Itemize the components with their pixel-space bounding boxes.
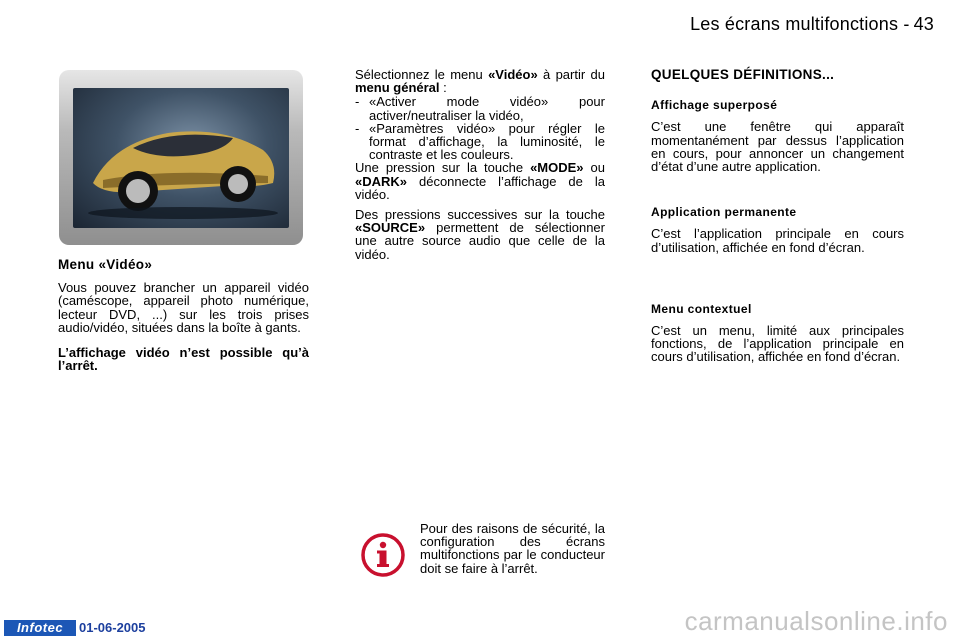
section-title-definitions: QUELQUES DÉFINITIONS... (651, 67, 835, 82)
column-video-menu (58, 258, 309, 379)
intro-text: Sélectionnez le menu (355, 67, 483, 82)
definition-text: C’est un menu, limité aux principales fonctions, de l’application principale en cours d’utilisation, affichée en fond d’écran. (651, 323, 904, 365)
general-menu-label: menu général (355, 80, 440, 96)
column-definitions (651, 68, 904, 371)
intro-suffix: : (439, 80, 447, 96)
source-key-label: «SOURCE» (355, 220, 426, 236)
page-number: 43 (913, 14, 934, 34)
mode-key-label: «MODE» (530, 160, 584, 176)
list-item: - «Activer mode vidéo» pour activer/neutraliser la vidéo, (355, 95, 605, 121)
infotec-logo: Infotec (4, 620, 76, 636)
column-video-instructions (355, 68, 605, 268)
source-suffix-text: permettent de sélectionner une autre source audio que celle de la vidéo. (355, 220, 605, 262)
safety-info-box (358, 522, 608, 592)
concept-car-illustration (73, 88, 289, 228)
mode-suffix-text: déconnecte l’affichage de la vidéo. (355, 173, 605, 202)
info-icon (360, 532, 406, 578)
multifunction-screen-image (59, 70, 303, 245)
paragraph-connect-device: Vous pouvez brancher un appareil vidéo (caméscope, appareil photo numérique, lecteur DVD, ...) sur les trois prises audio/vidéo, situées dans la boîte à gants. (58, 280, 309, 335)
definition-text: C’est une fenêtre qui apparaît momentanément par dessus l’application en cours, pour annoncer un changement d’état d’une autre application. (651, 119, 904, 175)
dark-key-label: «DARK» (355, 173, 408, 189)
header-title: Les écrans multifonctions - (690, 14, 910, 34)
definition-title: Menu contextuel (651, 301, 752, 316)
paragraph-select-menu (355, 68, 605, 94)
definition-text: C’est l’application principale en cours d’utilisation, affichée en fond d’écran. (651, 226, 904, 255)
paragraph-mode-key (355, 161, 605, 201)
intro-mid-text: à partir du (543, 67, 605, 82)
definition-title: Application permanente (651, 205, 797, 220)
list-item: - «Paramètres vidéo» pour régler le format d’affichage, la luminosité, le contraste et les couleurs. (355, 122, 605, 162)
page-header (690, 14, 934, 35)
menu-video-label: «Vidéo» (488, 67, 538, 82)
mode-text: Une pression sur la touche (355, 160, 524, 176)
note-video-stop: L’affichage vidéo n’est possible qu’à l’arrêt. (58, 345, 309, 374)
footer-date: 01-06-2005 (79, 620, 146, 635)
source-text: Des pressions successives sur la touche (355, 207, 605, 223)
section-title-video-menu: Menu «Vidéo» (58, 257, 153, 272)
watermark: carmanualsonline.info (684, 606, 948, 636)
safety-info-text: Pour des raisons de sécurité, la configuration des écrans multifonctions par le conducteur doit se faire à l’arrêt. (420, 521, 605, 576)
paragraph-source-key (355, 208, 605, 261)
definition-title: Affichage superposé (651, 98, 778, 113)
menu-options-list (355, 95, 605, 161)
mode-or-text: ou (590, 160, 605, 176)
screen-display (73, 88, 289, 228)
